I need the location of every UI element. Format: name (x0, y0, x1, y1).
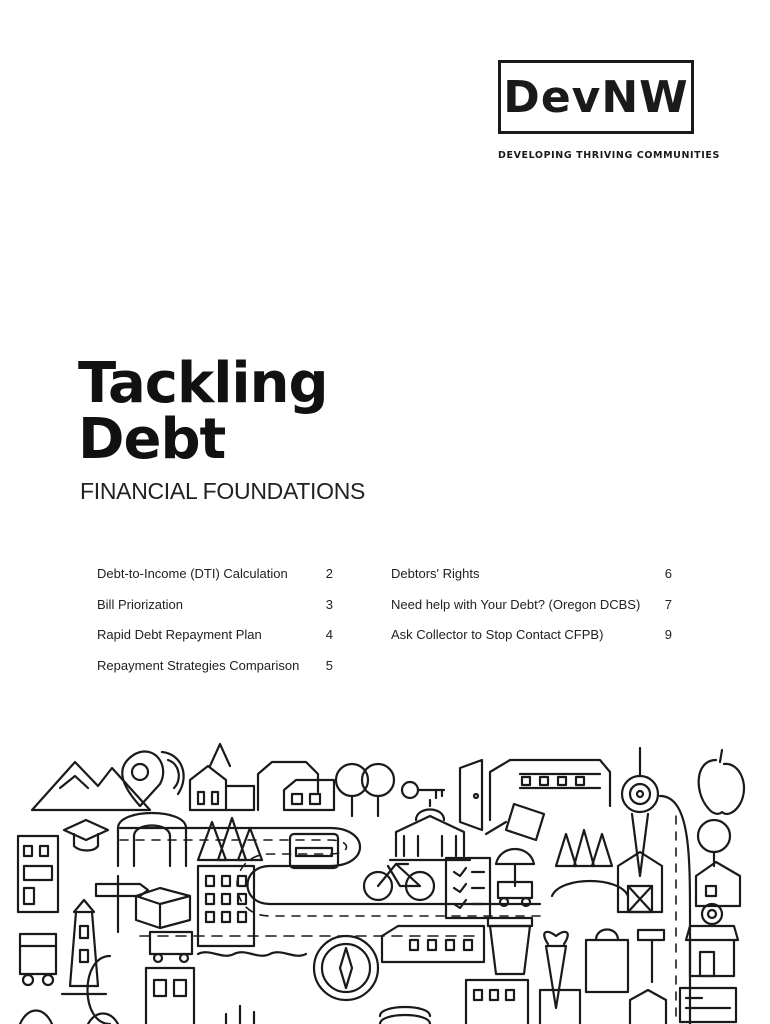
food-cart-icon (496, 849, 534, 906)
road-icon (88, 796, 691, 1024)
tower-icon (622, 748, 658, 876)
checklist-icon (446, 858, 490, 918)
watering-can-icon (486, 804, 544, 840)
blocks-icon (136, 888, 190, 928)
toc-entry[interactable] (97, 627, 333, 658)
city-illustration (0, 736, 770, 1024)
bicycle-icon (364, 864, 434, 900)
city-hall-icon (390, 800, 470, 860)
toc-entry[interactable] (97, 597, 333, 628)
trees-icon (336, 764, 394, 816)
church-icon (190, 744, 254, 810)
logo-wordmark: DevNW (503, 71, 689, 123)
table-of-contents-right (391, 566, 672, 658)
toc-entry-page: 3 (325, 596, 333, 612)
long-building-icon (382, 926, 484, 962)
toc-entry-label: Debt-to-Income (DTI) Calculation (97, 566, 288, 581)
map-pin-icon (122, 751, 183, 806)
logo-tagline: DEVELOPING THRIVING COMMUNITIES (498, 150, 720, 161)
shop-icon (686, 904, 738, 976)
title-line-2: Debt (78, 407, 226, 472)
title-line-1: Tackling (78, 351, 328, 416)
house-icon (258, 762, 334, 810)
lighthouse-icon (62, 900, 106, 994)
waves-icon (198, 952, 306, 955)
key-icon (402, 782, 444, 798)
table-of-contents-left (97, 566, 333, 689)
toc-entry[interactable] (391, 566, 672, 597)
toc-entry-page: 7 (664, 596, 672, 612)
pine-trees-icon (198, 818, 262, 860)
devnw-logo (498, 60, 694, 134)
carrot-icon (544, 932, 567, 1008)
signpost-icon (96, 876, 148, 932)
apartment-icon (18, 836, 58, 912)
toc-entry-label: Debtors' Rights (391, 566, 480, 581)
door-icon (460, 760, 482, 830)
coffee-cup-icon (488, 918, 532, 974)
toc-entry-label: Need help with Your Debt? (Oregon DCBS) (391, 596, 641, 612)
document-title (78, 351, 328, 472)
toc-entry-page: 5 (325, 658, 333, 674)
hammer-icon (638, 930, 664, 982)
grocery-bag-icon (586, 930, 628, 993)
small-house-icon (696, 820, 740, 906)
toc-entry-label: Repayment Strategies Comparison (97, 658, 300, 674)
toc-entry-page: 2 (325, 566, 333, 581)
toc-entry[interactable] (97, 658, 333, 689)
toc-entry-page: 9 (664, 627, 672, 643)
toc-entry[interactable] (97, 566, 333, 597)
compass-icon (314, 936, 378, 1000)
toc-entry[interactable] (391, 627, 672, 658)
barn-icon (618, 852, 662, 912)
market-stall-icon (20, 934, 56, 985)
office-building-icon (198, 866, 254, 946)
document-subtitle: FINANCIAL FOUNDATIONS (80, 478, 366, 504)
toc-entry-page: 6 (664, 566, 672, 581)
toc-entry-label: Ask Collector to Stop Contact CFPB) (391, 627, 604, 643)
bus-icon (290, 834, 338, 868)
apple-icon (699, 750, 744, 814)
forest-icon (552, 830, 628, 896)
toc-entry[interactable] (391, 597, 672, 628)
toc-entry-label: Rapid Debt Repayment Plan (97, 627, 262, 643)
toc-entry-label: Bill Priorization (97, 596, 183, 612)
toc-entry-page: 4 (325, 627, 333, 643)
building-icon (490, 760, 610, 820)
graduation-cap-icon (64, 820, 108, 851)
